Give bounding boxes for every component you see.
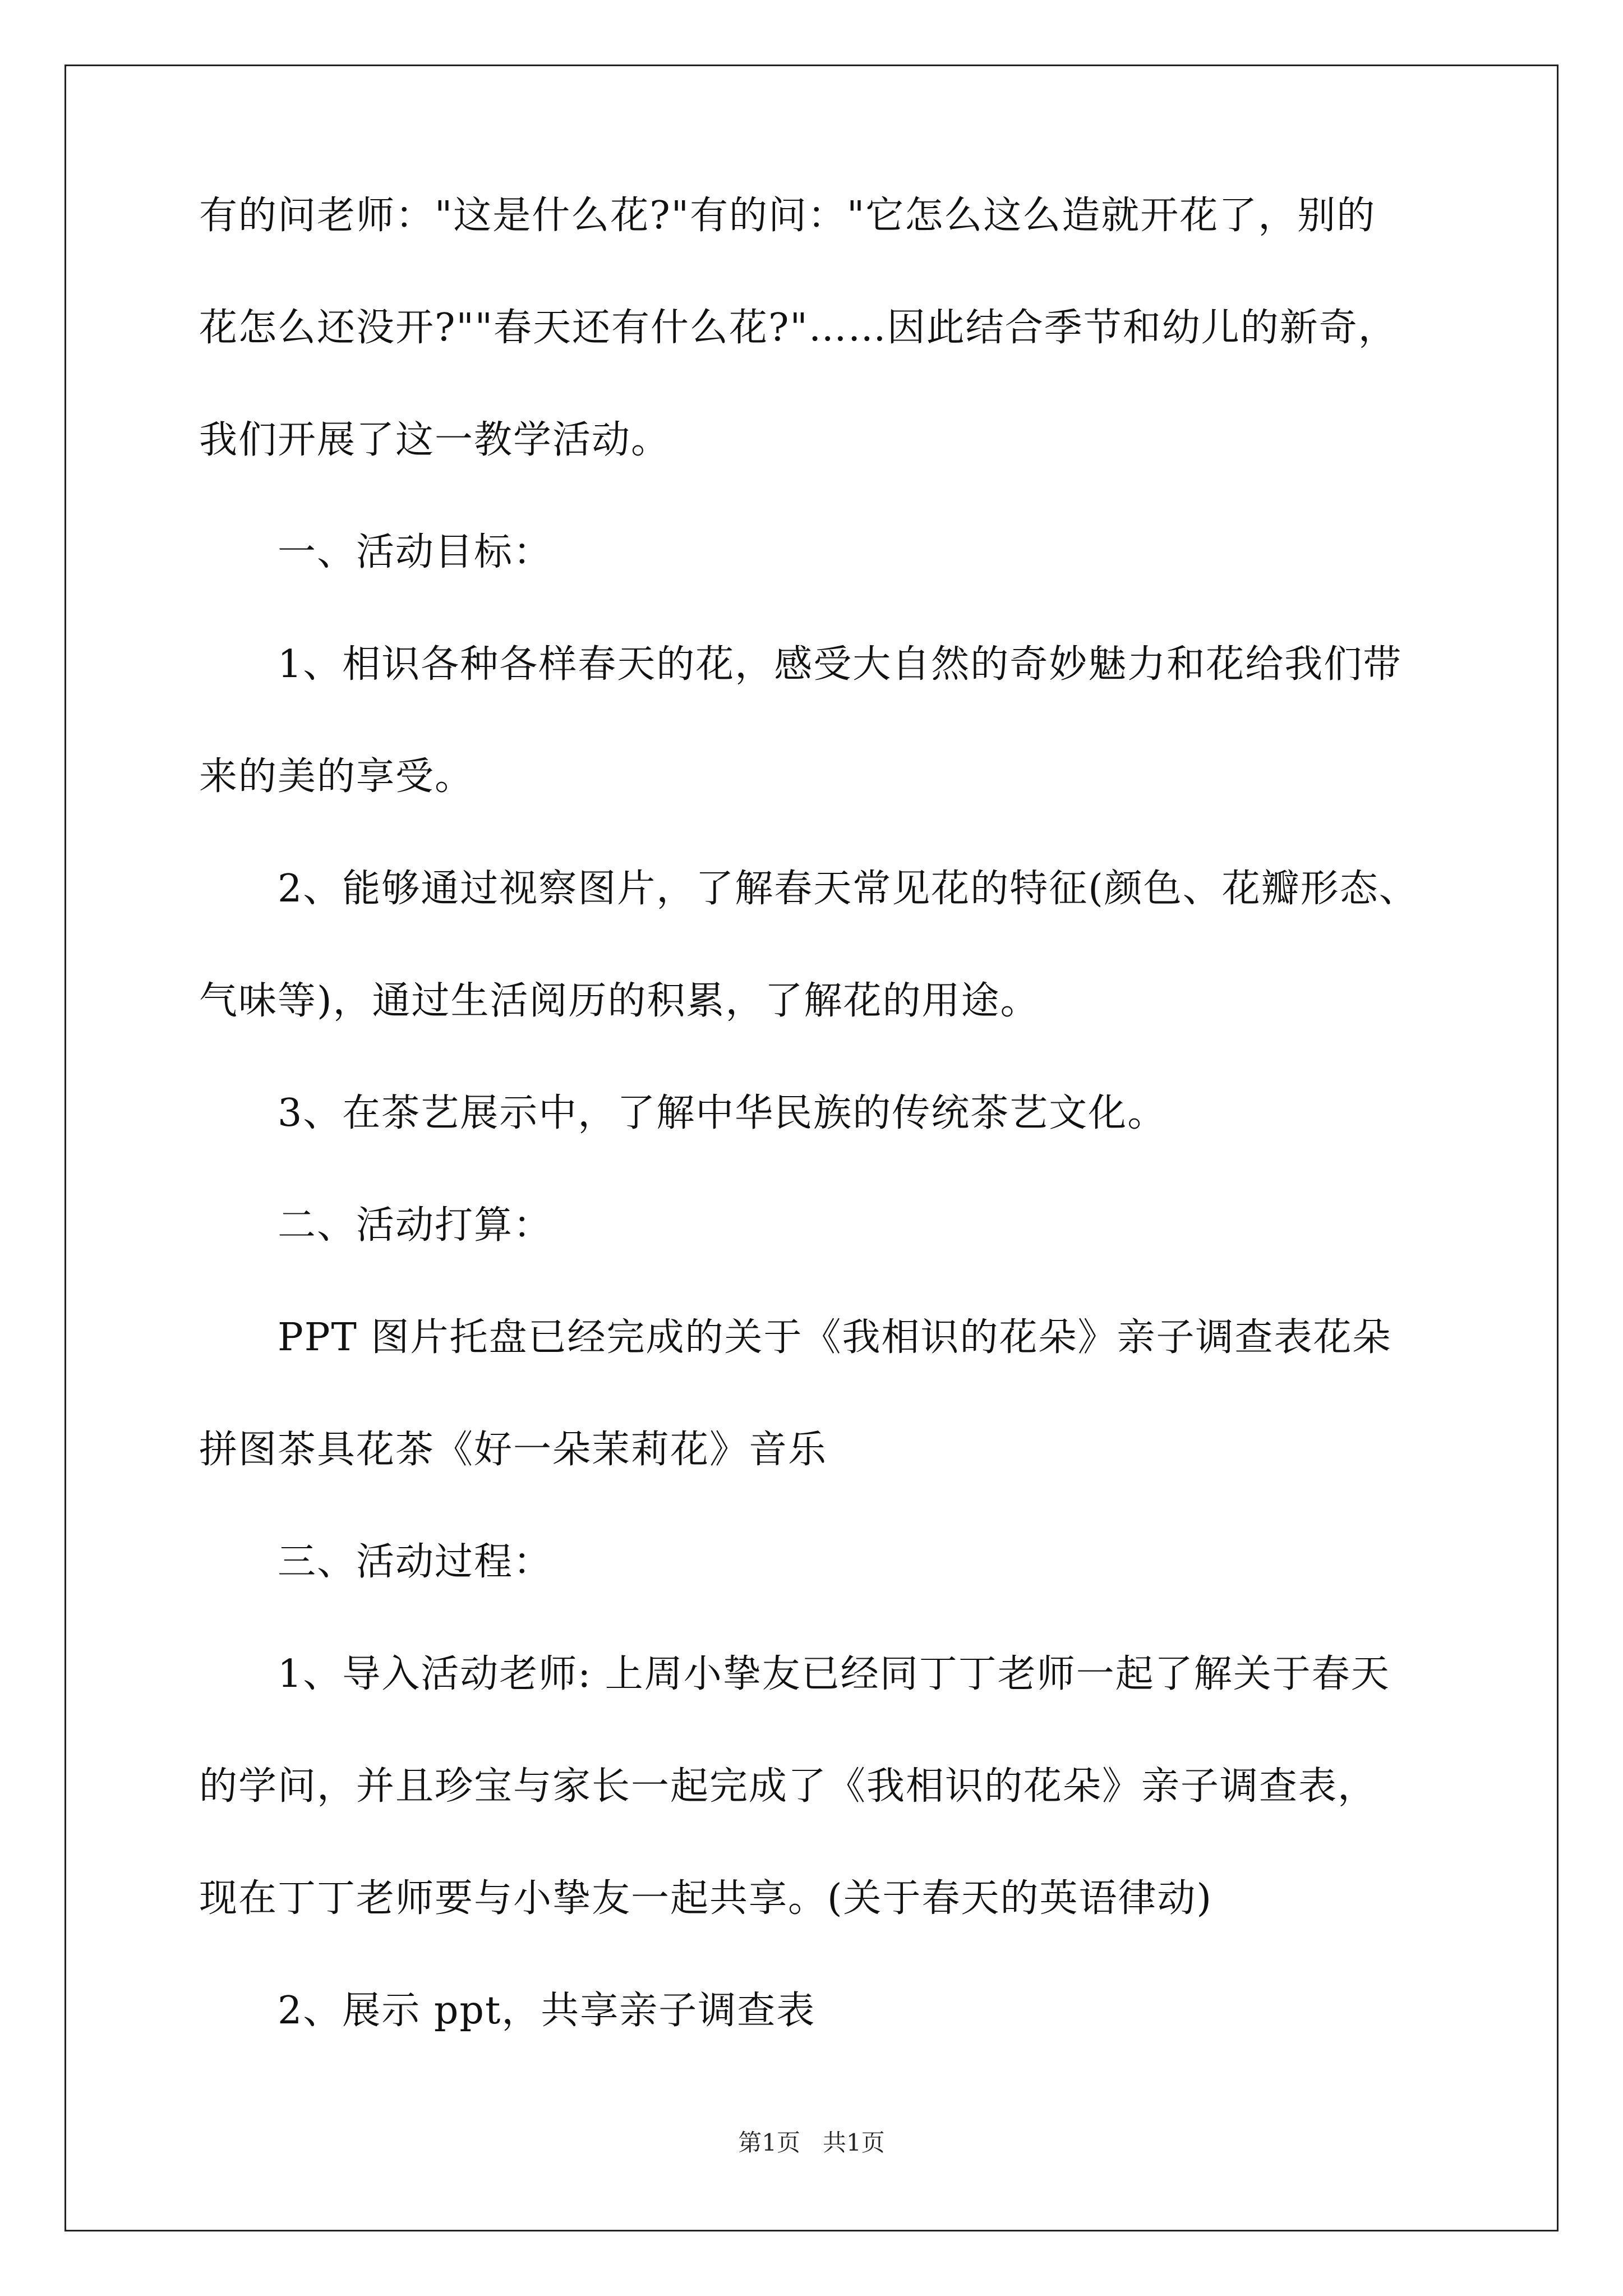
text-line: 2、能够通过视察图片，了解春天常见花的特征(颜色、花瓣形态、 — [278, 867, 1418, 911]
text-line: 拼图茶具花茶《好一朵茉莉花》音乐 — [199, 1428, 828, 1472]
page-total: 共1页 — [823, 2129, 885, 2156]
text-line: PPT 图片托盘已经完成的关于《我相识的花朵》亲子调查表花朵 — [278, 1315, 1392, 1360]
text-line: 现在丁丁老师要与小挚友一起共享。(关于春天的英语律动) — [199, 1876, 1213, 1921]
page-footer — [0, 2129, 1623, 2157]
text-line: 1、导入活动老师: 上周小挚友已经同丁丁老师一起了解关于春天 — [278, 1652, 1390, 1696]
section-heading: 二、活动打算： — [278, 1203, 553, 1248]
text-line: 2、展示 ppt，共享亲子调查表 — [278, 1989, 816, 2033]
text-line: 3、在茶艺展示中，了解中华民族的传统茶艺文化。 — [278, 1091, 1167, 1135]
document-body — [199, 194, 1455, 2101]
text-line: 1、相识各种各样春天的花，感受大自然的奇妙魅力和花给我们带 — [278, 642, 1403, 687]
text-line: 花怎么还没开?""春天还有什么花?"……因此结合季节和幼儿的新奇， — [199, 306, 1398, 350]
text-line: 的学问，并且珍宝与家长一起完成了《我相识的花朵》亲子调查表， — [199, 1764, 1377, 1809]
page-number: 第1页 — [738, 2129, 800, 2156]
text-line: 来的美的享受。 — [199, 754, 474, 799]
text-line: 气味等)，通过生活阅历的积累，了解花的用途。 — [199, 979, 1040, 1023]
section-heading: 三、活动过程： — [278, 1540, 553, 1584]
section-heading: 一、活动目标： — [278, 530, 553, 574]
text-line: 我们开展了这一教学活动。 — [199, 418, 671, 462]
text-line: 有的问老师："这是什么花?"有的问："它怎么这么造就开花了，别的 — [199, 194, 1376, 238]
